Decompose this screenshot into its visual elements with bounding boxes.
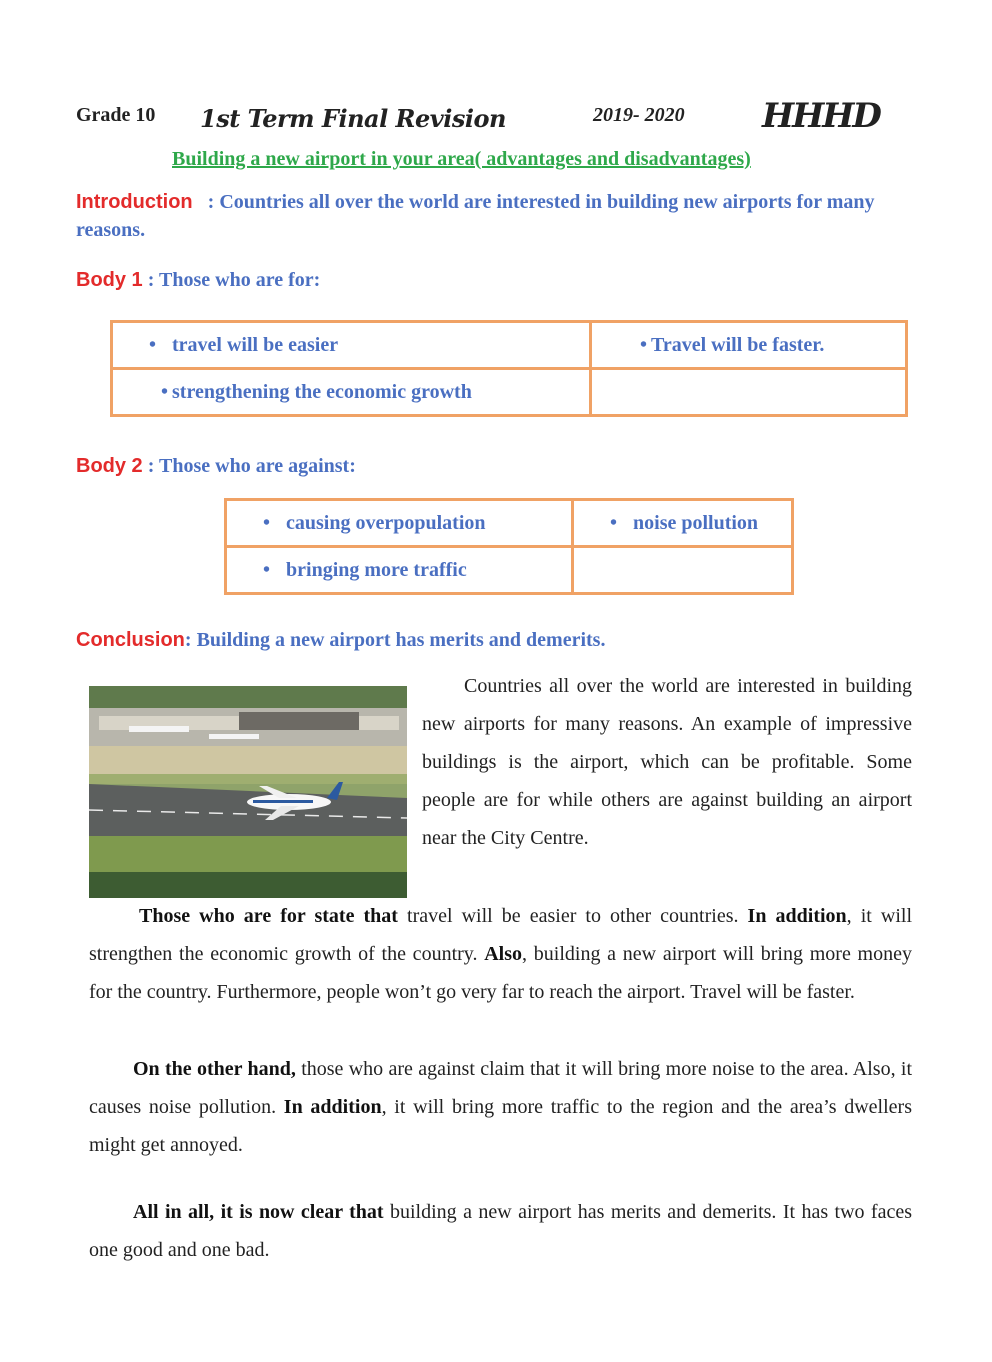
conclusion-lead: All in all, it is now clear that <box>133 1201 384 1223</box>
body1-heading: Body 1 : Those who are for: <box>76 269 321 291</box>
essay-paragraph-1: Countries all over the world are interested in building new airports for many reasons. An example of impressive buildings is the airport, which can be profitable. Some people are for while others are against building an airport near the City Centre. <box>422 675 912 849</box>
cell-text: Travel will be faster. <box>651 333 825 356</box>
conclusion-text: Building a new airport has merits and demerits. <box>196 629 606 651</box>
conclusion-section: Conclusion: Building a new airport has merits and demerits. <box>76 629 606 651</box>
table-cell <box>112 369 591 416</box>
cell-text: causing overpopulation <box>286 511 486 534</box>
connector: In addition <box>283 1096 382 1118</box>
essay-paragraph-2 <box>89 897 912 1011</box>
body2-heading-text: Those who are against: <box>159 455 356 477</box>
table-cell <box>573 500 793 547</box>
grade-label: Grade 10 <box>76 104 156 126</box>
sentence: those who are against claim that it will bring more noise to the area. Also, it causes noise pollution. <box>89 1058 913 1118</box>
sentence: , building a new airport will bring more money for the country. Furthermore, people won’t go very far to reach the airport. Travel will be faster. <box>89 943 912 1003</box>
essay-paragraph-3 <box>89 1050 912 1164</box>
introduction-text: Countries all over the world are interested in building new airports for many reasons. <box>76 191 875 241</box>
essay-paragraph-4 <box>89 1193 912 1269</box>
bullet-icon: • <box>640 333 648 356</box>
cell-text: noise pollution <box>633 511 759 534</box>
body2-heading: Body 2 : Those who are against: <box>76 455 356 477</box>
for-lead: Those who are for state that <box>139 905 398 927</box>
cell-text: bringing more traffic <box>286 558 467 581</box>
sentence: , it will bring more traffic to the region and the area’s dwellers might get annoyed. <box>89 1096 912 1156</box>
bullet-icon: • <box>149 333 157 356</box>
sentence: , it will strengthen the economic growth of the country. <box>89 905 912 965</box>
essay-topic: Building a new airport in your area( advantages and disadvantages) <box>172 148 751 170</box>
term-title: 1st Term Final Revision <box>200 104 506 133</box>
conclusion-label: Conclusion <box>76 629 185 651</box>
connector: Also <box>484 943 523 965</box>
body2-table <box>224 498 794 595</box>
table-cell <box>112 322 591 369</box>
cell-text: strengthening the economic growth <box>172 380 472 403</box>
body1-heading-text: Those who are for: <box>159 269 321 291</box>
sentence: building a new airport has merits and demerits. It has two faces one good and one bad. <box>89 1201 912 1261</box>
introduction-section: Introduction : Countries all over the world are interested in building new airports for many reasons. <box>76 191 875 241</box>
table-cell <box>591 322 907 369</box>
signature-initials: HHHD <box>762 96 880 136</box>
against-lead: On the other hand, <box>133 1058 296 1080</box>
table-cell <box>226 547 573 594</box>
table-cell <box>573 547 793 594</box>
body1-label: Body 1 <box>76 269 143 291</box>
bullet-icon: • <box>161 380 169 403</box>
bullet-icon: • <box>610 511 618 534</box>
cell-text: travel will be easier <box>172 333 339 356</box>
introduction-label: Introduction <box>76 191 193 213</box>
airport-photo <box>89 686 407 898</box>
table-row <box>112 322 907 369</box>
bullet-icon: • <box>263 511 271 534</box>
body1-table <box>110 320 908 417</box>
table-row <box>226 547 793 594</box>
table-row <box>226 500 793 547</box>
table-cell <box>226 500 573 547</box>
sentence: travel will be easier to other countries. <box>407 905 739 927</box>
table-cell <box>591 369 907 416</box>
connector: In addition <box>747 905 847 927</box>
body2-label: Body 2 <box>76 455 143 477</box>
bullet-icon: • <box>263 558 271 581</box>
table-row <box>112 369 907 416</box>
school-year: 2019- 2020 <box>593 104 685 126</box>
